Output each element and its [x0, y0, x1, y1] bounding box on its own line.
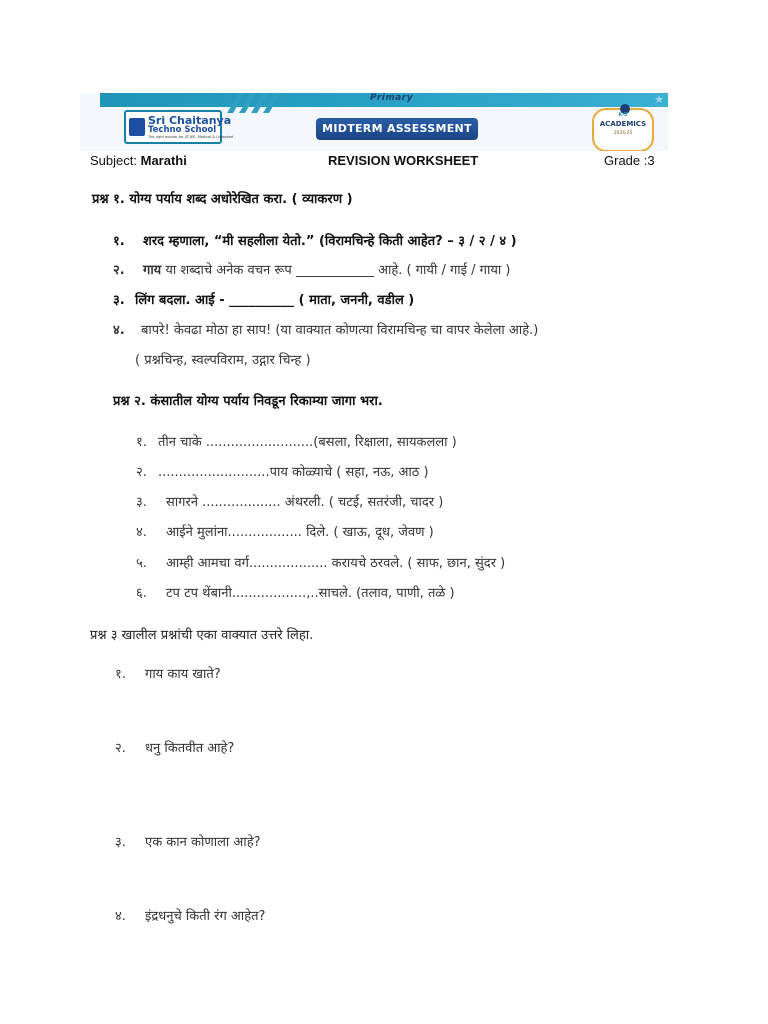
- q2-item-5-number: ५.: [136, 556, 147, 571]
- q3-item-4-number: ४.: [115, 909, 126, 924]
- q2-item-2-text: ...........................पाय कोळ्याचे ( सहा, नऊ, आठ ): [158, 465, 429, 480]
- q3-item-3-text: एक कान कोणाला आहे?: [145, 835, 261, 850]
- q1-item-4-options: ( प्रश्नचिन्ह, स्वल्पविराम, उद्गार चिन्ह ): [135, 353, 311, 368]
- banner-primary-label: Primary: [370, 93, 414, 103]
- subject-value: Marathi: [140, 153, 187, 168]
- q2-item-3: [136, 492, 443, 510]
- school-emblem-icon: [129, 118, 145, 136]
- subject-label: Subject:: [90, 153, 137, 168]
- q1-item-4: [113, 320, 538, 338]
- q2-item-6: [136, 583, 455, 601]
- q1-item-1: [113, 231, 517, 249]
- q3-item-2-text: धनु कितवीत आहे?: [145, 741, 235, 756]
- q3-item-4-text: इंद्रधनुचे किती रंग आहेत?: [145, 909, 266, 924]
- worksheet-title: REVISION WORKSHEET: [328, 153, 479, 168]
- school-logo: [124, 110, 233, 144]
- q3-item-1: [115, 664, 221, 682]
- q1-item-3: [113, 290, 414, 308]
- q2-item-3-text: सागरने ................... अंथरली. ( चटई, सतरंजी, चादर ): [166, 495, 444, 510]
- q3-heading: प्रश्न ३ खालील प्रश्नांची एका वाक्यात उत्तरे लिहा.: [90, 628, 314, 643]
- logo-tagline: The right mentor for IIT-JEE, Medical & Olympiad: [148, 135, 233, 139]
- q2-item-6-number: ६.: [136, 586, 147, 601]
- q1-item-3-number: ३.: [113, 293, 125, 308]
- academics-badge: [592, 108, 654, 151]
- q2-heading: प्रश्न २. कंसातील योग्य पर्याय निवडून रिकाम्या जागा भरा.: [113, 394, 383, 409]
- q1-item-3-text: लिंग बदला. आई - __________ ( माता, जननी, वडील ): [135, 293, 415, 308]
- q2-item-1: [136, 432, 457, 450]
- q2-item-4-number: ४.: [136, 525, 147, 540]
- logo-name-line1: Sri Chaitanya: [148, 114, 232, 127]
- q3-item-4: [115, 906, 265, 924]
- q3-item-3-number: ३.: [115, 835, 126, 850]
- q3-item-2: [115, 738, 234, 756]
- logo-name-line2: Techno School: [148, 125, 217, 135]
- q3-item-1-text: गाय काय खाते?: [145, 667, 221, 682]
- header-banner: [80, 93, 668, 151]
- q3-item-2-number: २.: [115, 741, 126, 756]
- badge-grade-range: K-5: [618, 112, 628, 118]
- q1-item-1-text: शरद म्हणाला, “मी सहलीला येतो.” (विरामचिन्हे किती आहेत? – ३ / २ / ४ ): [143, 234, 517, 249]
- assessment-title: MIDTERM ASSESSMENT: [316, 118, 478, 140]
- q1-item-2-bold-word: गाय: [143, 263, 162, 278]
- q2-item-6-text: टप टप थेंबानी..................,..साचले. (तलाव, पाणी, तळे ): [166, 586, 455, 601]
- q1-item-4-number: ४.: [113, 323, 125, 338]
- q2-item-5-text: आम्ही आमचा वर्ग................... करायचे ठरवले. ( साफ, छान, सुंदर ): [166, 556, 506, 571]
- q2-item-2-number: २.: [136, 465, 147, 480]
- q1-item-2-text: या शब्दाचे अनेक वचन रूप ____________ आहे. ( गायी / गाई / गाया ): [161, 263, 511, 278]
- q1-item-4-text: बापरे! केवढा मोठा हा साप! (या वाक्यात कोणत्या विरामचिन्ह चा वापर केलेला आहे.): [141, 323, 539, 338]
- q1-item-2: [113, 260, 510, 278]
- q2-item-3-number: ३.: [136, 495, 147, 510]
- star-icon: ★: [654, 93, 664, 106]
- q2-item-1-number: १.: [136, 435, 147, 450]
- q3-item-1-number: १.: [115, 667, 126, 682]
- q2-item-5: [136, 553, 505, 571]
- banner-stripes-decoration: [230, 93, 300, 107]
- q2-item-1-text: तीन चाके ..........................(बसला, रिक्षाला, सायकलला ): [158, 435, 457, 450]
- q1-item-2-number: २.: [113, 263, 125, 278]
- badge-year: 2024-25: [613, 131, 633, 136]
- q1-heading: प्रश्न १. योग्य पर्याय शब्द अधोरेखित करा. ( व्याकरण ): [92, 192, 353, 207]
- q1-item-1-number: १.: [113, 234, 125, 249]
- q2-item-4-text: आईने मुलांना.................. दिले. ( खाऊ, दूध, जेवण ): [166, 525, 434, 540]
- q2-item-2: [136, 462, 429, 480]
- badge-name: ACADEMICS: [599, 120, 647, 128]
- grade-label: Grade :3: [604, 153, 655, 168]
- q2-item-4: [136, 522, 434, 540]
- q3-item-3: [115, 832, 261, 850]
- subject-line: [90, 153, 187, 168]
